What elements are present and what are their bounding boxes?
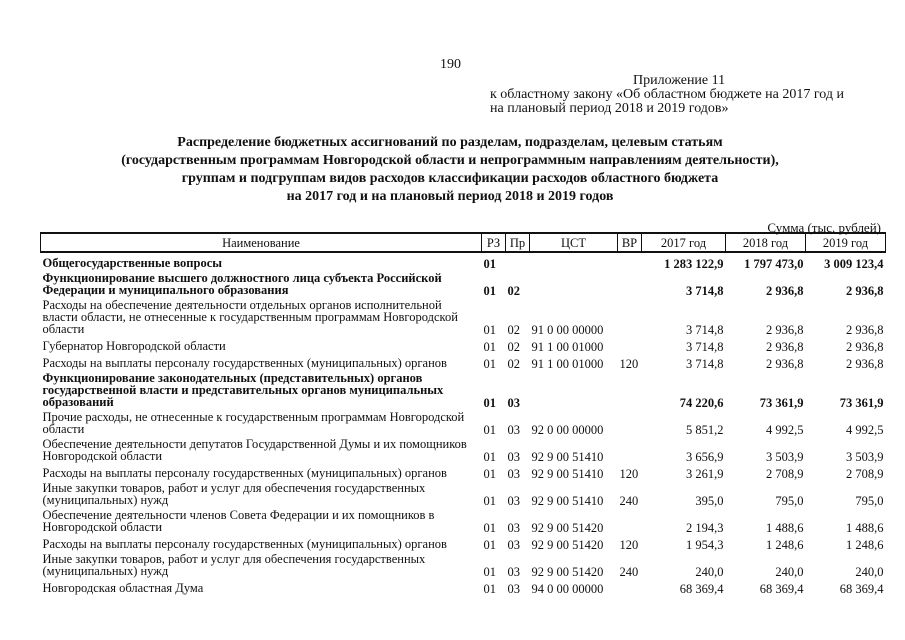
row-2019: 2 708,9	[846, 467, 884, 481]
row-rz: 01	[483, 467, 496, 481]
budget-table	[40, 232, 886, 595]
table-row	[41, 336, 886, 353]
row-cst: 92 9 00 51410	[531, 450, 604, 464]
row-cst: 91 0 00 00000	[531, 323, 604, 337]
row-2018: 1 797 473,0	[744, 257, 804, 271]
appendix-header	[490, 74, 890, 116]
table-row	[41, 353, 886, 370]
row-cst: 92 9 00 51410	[531, 467, 604, 481]
row-rz: 01	[483, 494, 496, 508]
table-row	[41, 507, 886, 534]
table-row	[41, 409, 886, 436]
row-2018: 2 708,9	[766, 467, 804, 481]
row-name: Расходы на выплаты персоналу государственных (муниципальных) органов	[42, 466, 447, 480]
table-row	[41, 463, 886, 480]
row-rz: 01	[483, 565, 496, 579]
row-vr: 240	[619, 565, 639, 579]
title-line-4: на 2017 год и на плановый период 2018 и 2019 годов	[286, 189, 614, 204]
row-2018: 240,0	[775, 565, 804, 579]
header-2018: 2018 год	[726, 233, 806, 252]
row-name: Губернатор Новгородской области	[42, 339, 226, 353]
row-vr: 120	[619, 467, 639, 481]
table-row	[41, 297, 886, 336]
row-vr	[618, 270, 642, 297]
title-line-2: (государственным программам Новгородской области и непрограммным направлениям деятельности),	[121, 153, 779, 168]
row-name: Обеспечение деятельности членов Совета Федерации и их помощников в Новгородской области	[42, 508, 435, 534]
row-rz: 01	[483, 450, 496, 464]
row-pr: 03	[507, 565, 520, 579]
appendix-line-1: Приложение 11	[633, 73, 726, 88]
row-2019: 240,0	[855, 565, 884, 579]
row-pr: 03	[507, 467, 520, 481]
row-vr	[618, 578, 642, 595]
row-2017: 1 283 122,9	[664, 257, 724, 271]
row-cst: 92 9 00 51420	[531, 538, 604, 552]
header-cst: ЦСТ	[530, 233, 618, 252]
header-pr: Пр	[506, 233, 530, 252]
row-2019: 2 936,8	[846, 340, 884, 354]
units-label: Сумма (тыс. рублей)	[767, 220, 881, 235]
row-2019: 1 488,6	[846, 521, 884, 535]
row-pr: 02	[507, 323, 520, 337]
row-2019: 2 936,8	[846, 323, 884, 337]
row-rz: 01	[483, 521, 496, 535]
table-row	[41, 551, 886, 578]
row-2019: 795,0	[855, 494, 884, 508]
header-2019: 2019 год	[806, 233, 886, 252]
row-name: Прочие расходы, не отнесенные к государственным программам Новгородской области	[42, 410, 465, 436]
row-pr: 03	[507, 494, 520, 508]
row-2017: 1 954,3	[686, 538, 724, 552]
row-2018: 2 936,8	[766, 340, 804, 354]
row-cst: 92 9 00 51410	[531, 494, 604, 508]
row-2019: 2 936,8	[846, 357, 884, 371]
row-cst	[530, 252, 618, 270]
row-vr: 120	[619, 538, 639, 552]
row-2018: 68 369,4	[759, 582, 804, 596]
table-body	[41, 252, 886, 595]
row-vr	[618, 370, 642, 409]
header-vr: ВР	[618, 233, 642, 252]
row-vr: 240	[619, 494, 639, 508]
row-cst	[530, 370, 618, 409]
row-rz: 01	[483, 396, 496, 410]
row-name: Расходы на выплаты персоналу государственных (муниципальных) органов	[42, 537, 447, 551]
table-row	[41, 578, 886, 595]
row-2019: 1 248,6	[846, 538, 884, 552]
row-2018: 795,0	[775, 494, 804, 508]
row-rz: 01	[483, 423, 496, 437]
row-pr: 02	[507, 340, 520, 354]
row-pr: 02	[507, 357, 520, 371]
row-cst: 91 1 00 01000	[531, 340, 604, 354]
row-2018: 2 936,8	[766, 357, 804, 371]
row-vr	[618, 252, 642, 270]
row-cst: 94 0 00 00000	[531, 582, 604, 596]
row-2017: 240,0	[695, 565, 724, 579]
table-row	[41, 252, 886, 270]
row-2019: 73 361,9	[839, 396, 884, 410]
row-pr: 03	[507, 538, 520, 552]
row-rz: 01	[483, 357, 496, 371]
row-rz: 01	[483, 340, 496, 354]
row-2017: 3 656,9	[686, 450, 724, 464]
row-2019: 68 369,4	[839, 582, 884, 596]
title-line-1: Распределение бюджетных ассигнований по разделам, подразделам, целевым статьям	[177, 135, 723, 150]
row-pr: 02	[507, 284, 520, 298]
header-rz: РЗ	[482, 233, 506, 252]
row-cst: 92 9 00 51420	[531, 565, 604, 579]
row-2018: 2 936,8	[766, 284, 804, 298]
header-2017: 2017 год	[642, 233, 726, 252]
row-2017: 2 194,3	[686, 521, 724, 535]
row-2017: 68 369,4	[679, 582, 724, 596]
row-rz: 01	[483, 538, 496, 552]
row-2018: 2 936,8	[766, 323, 804, 337]
row-vr	[618, 507, 642, 534]
row-pr: 03	[507, 521, 520, 535]
row-vr	[618, 336, 642, 353]
row-2017: 3 714,8	[686, 284, 724, 298]
row-cst	[530, 270, 618, 297]
row-2019: 3 503,9	[846, 450, 884, 464]
row-name: Расходы на выплаты персоналу государственных (муниципальных) органов	[42, 356, 447, 370]
row-vr: 120	[619, 357, 639, 371]
row-cst: 91 1 00 01000	[531, 357, 604, 371]
row-2019: 4 992,5	[846, 423, 884, 437]
table-row	[41, 270, 886, 297]
document-title	[60, 134, 840, 206]
row-2018: 1 248,6	[766, 538, 804, 552]
table-row	[41, 436, 886, 463]
row-rz: 01	[483, 582, 496, 596]
row-rz: 01	[483, 323, 496, 337]
row-name: Функционирование высшего должностного лица субъекта Российской Федерации и муниципального образования	[42, 271, 442, 297]
row-vr	[618, 297, 642, 336]
row-pr	[506, 252, 530, 270]
row-2017: 3 714,8	[686, 323, 724, 337]
title-line-3: группам и подгруппам видов расходов классификации расходов областного бюджета	[181, 171, 719, 186]
row-vr	[618, 409, 642, 436]
row-2019: 2 936,8	[846, 284, 884, 298]
row-name: Новгородская областная Дума	[42, 581, 204, 595]
row-2018: 3 503,9	[766, 450, 804, 464]
table-row	[41, 370, 886, 409]
row-rz: 01	[483, 257, 496, 271]
row-2017: 395,0	[695, 494, 724, 508]
appendix-line-2: к областному закону «Об областном бюджете на 2017 год и	[490, 87, 844, 102]
row-2018: 4 992,5	[766, 423, 804, 437]
row-2017: 74 220,6	[679, 396, 724, 410]
table-row	[41, 480, 886, 507]
row-cst: 92 0 00 00000	[531, 423, 604, 437]
row-2017: 3 714,8	[686, 340, 724, 354]
row-2017: 3 714,8	[686, 357, 724, 371]
table-header-row	[41, 233, 886, 252]
page-number: 190	[440, 57, 461, 72]
row-pr: 03	[507, 450, 520, 464]
table-row	[41, 534, 886, 551]
row-vr	[618, 436, 642, 463]
row-pr: 03	[507, 396, 520, 410]
header-name: Наименование	[41, 233, 482, 252]
row-name: Иные закупки товаров, работ и услуг для обеспечения государственных (муниципальных) нужд	[42, 552, 426, 578]
row-2018: 1 488,6	[766, 521, 804, 535]
row-cst: 92 9 00 51420	[531, 521, 604, 535]
row-2017: 5 851,2	[686, 423, 724, 437]
row-2019: 3 009 123,4	[824, 257, 884, 271]
row-2017: 3 261,9	[686, 467, 724, 481]
row-name: Общегосударственные вопросы	[42, 256, 223, 270]
row-name: Расходы на обеспечение деятельности отдельных органов исполнительной власти области, не отнесенные к государственным программам Новгородской области	[42, 298, 458, 336]
row-2018: 73 361,9	[759, 396, 804, 410]
row-name: Обеспечение деятельности депутатов Государственной Думы и их помощников Новгородской области	[42, 437, 467, 463]
row-pr: 03	[507, 582, 520, 596]
appendix-line-3: на плановый период 2018 и 2019 годов»	[490, 101, 729, 116]
row-rz: 01	[483, 284, 496, 298]
row-name: Функционирование законодательных (представительных) органов государственной власти и представительных органов муниципальных образований	[42, 371, 444, 409]
row-name: Иные закупки товаров, работ и услуг для обеспечения государственных (муниципальных) нужд	[42, 481, 426, 507]
row-pr: 03	[507, 423, 520, 437]
